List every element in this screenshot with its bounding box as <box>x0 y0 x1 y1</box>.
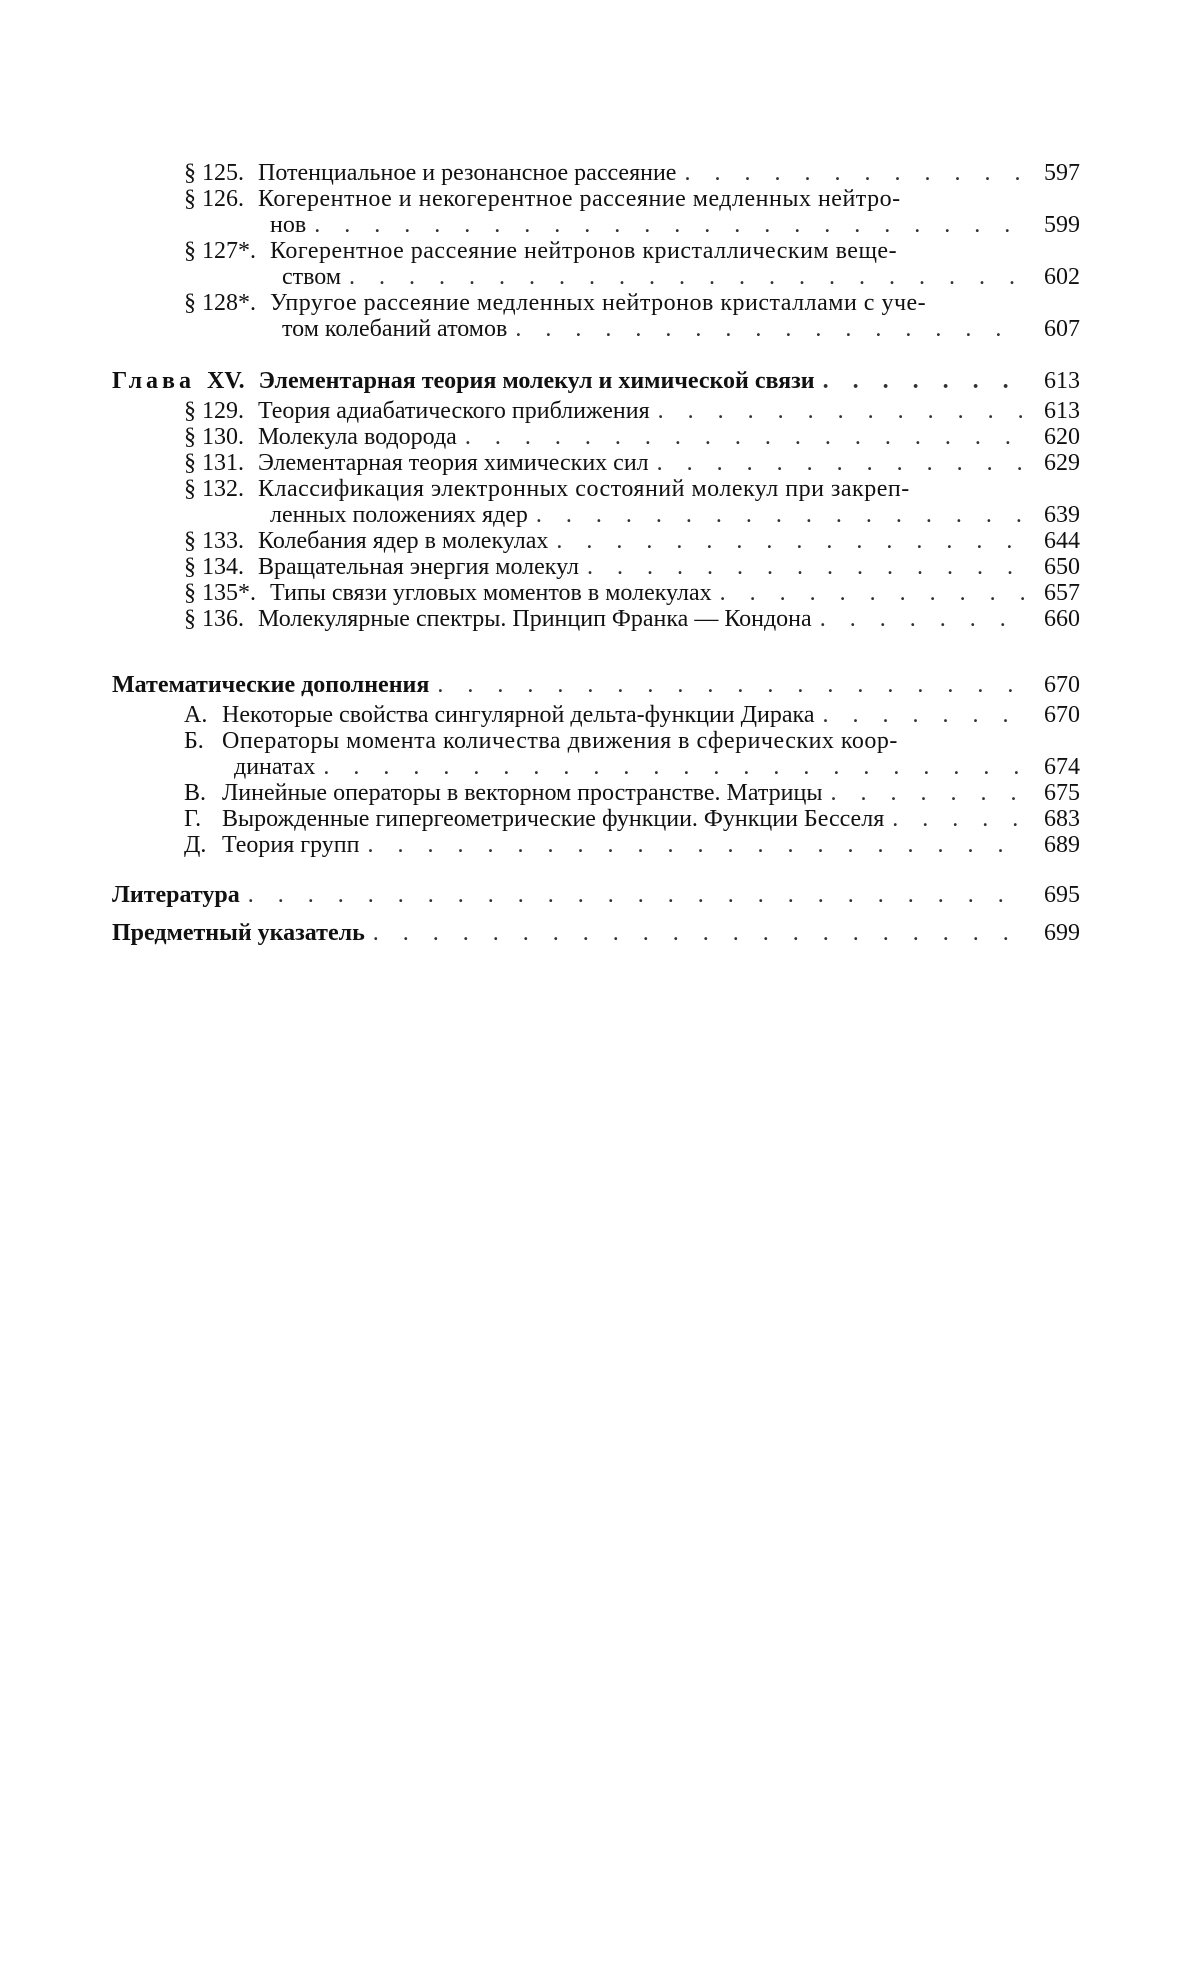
entry-text <box>258 554 1080 580</box>
toc-entry <box>112 160 1080 186</box>
leader-dots <box>368 832 1025 858</box>
leader-dots <box>892 806 1024 832</box>
entry-title-line: Линейные операторы в векторном пространстве. Матрицы <box>222 780 823 806</box>
entry-number: § 128*. <box>184 290 256 316</box>
entry-text <box>258 398 1080 424</box>
chapter-number: XV. <box>207 368 245 394</box>
leader-dots <box>720 580 1024 606</box>
leader-dots <box>349 264 1024 290</box>
leader-dots <box>536 502 1024 528</box>
entry-text <box>222 728 1080 780</box>
leader-dots <box>465 424 1024 450</box>
entry-page: 629 <box>1044 450 1080 476</box>
toc-entry <box>112 806 1080 832</box>
entry-title-line: Когерентное и некогерентное рассеяние медленных нейтро- <box>258 186 901 212</box>
entry-page: 639 <box>1044 502 1080 528</box>
index-entry <box>112 920 1080 946</box>
entry-title-line: ленных положениях ядер <box>270 502 528 528</box>
entry-number: § 127*. <box>184 238 256 264</box>
entry-text <box>258 528 1080 554</box>
entry-text <box>222 832 1080 858</box>
toc-entry <box>112 424 1080 450</box>
entry-number: Б. <box>184 728 204 754</box>
entry-title-line: нов <box>270 212 307 238</box>
toc-entry <box>112 290 1080 342</box>
leader-dots <box>820 606 1024 632</box>
entry-number: § 131. <box>184 450 244 476</box>
entry-title-line: Некоторые свойства сингулярной дельта-функции Дирака <box>222 702 815 728</box>
leader-dots <box>587 554 1024 580</box>
leader-dots <box>323 754 1024 780</box>
entry-text <box>270 580 1080 606</box>
leader-dots <box>515 316 1024 342</box>
entry-page: 607 <box>1044 316 1080 342</box>
toc-entry <box>112 186 1080 238</box>
entry-page: 657 <box>1044 580 1080 606</box>
entry-text <box>258 606 1080 632</box>
toc-entry <box>112 528 1080 554</box>
leader-dots <box>831 780 1025 806</box>
entry-text <box>258 160 1080 186</box>
entry-title-line: Потенциальное и резонансное рассеяние <box>258 160 677 186</box>
leader-dots <box>437 672 1024 698</box>
toc-entry <box>112 398 1080 424</box>
entry-title-line: Типы связи угловых моментов в молекулах <box>270 580 712 606</box>
entry-page: 620 <box>1044 424 1080 450</box>
math-supplements-heading <box>112 672 1080 698</box>
entry-text <box>258 424 1080 450</box>
entry-text <box>270 238 1080 290</box>
toc-entry <box>112 606 1080 632</box>
entry-number: § 134. <box>184 554 244 580</box>
entry-page: 660 <box>1044 606 1080 632</box>
entry-title-line: Молекула водорода <box>258 424 457 450</box>
entry-number: Г. <box>184 806 202 832</box>
toc-entry <box>112 832 1080 858</box>
toc-entry <box>112 702 1080 728</box>
entry-number: § 129. <box>184 398 244 424</box>
entry-title-line: Вырожденные гипергеометрические функции. Функции Бесселя <box>222 806 885 832</box>
sections-group-2 <box>112 398 1080 632</box>
leader-dots <box>657 450 1024 476</box>
leader-dots <box>373 920 1024 946</box>
entry-page: 644 <box>1044 528 1080 554</box>
entry-text <box>258 450 1080 476</box>
entry-number: § 125. <box>184 160 244 186</box>
leader-dots <box>822 702 1024 728</box>
literature-entry <box>112 882 1080 908</box>
chapter-caption: Глава <box>112 368 195 394</box>
entry-number: Д. <box>184 832 207 858</box>
literature-title: Литература <box>112 882 240 908</box>
entry-number: § 132. <box>184 476 244 502</box>
leader-dots <box>248 882 1024 908</box>
entry-title-line: Вращательная энергия молекул <box>258 554 580 580</box>
entry-title-line: Классификация электронных состояний молекул при закреп- <box>258 476 910 502</box>
toc-entry <box>112 780 1080 806</box>
toc-entry <box>112 554 1080 580</box>
toc-entry <box>112 580 1080 606</box>
entry-number: § 136. <box>184 606 244 632</box>
literature-page: 695 <box>1044 882 1080 908</box>
entry-text <box>222 780 1080 806</box>
entry-text <box>270 290 1080 342</box>
entry-title-line: том колебаний атомов <box>282 316 508 342</box>
leader-dots <box>823 368 1024 394</box>
entry-title-line: Теория адиабатического приближения <box>258 398 650 424</box>
entry-page: 599 <box>1044 212 1080 238</box>
chapter-title: Элементарная теория молекул и химической связи <box>258 368 815 394</box>
entry-title-line: Упругое рассеяние медленных нейтронов кристаллами с уче- <box>270 290 927 316</box>
table-of-contents <box>112 160 1080 946</box>
entry-number: § 135*. <box>184 580 256 606</box>
entry-text <box>258 186 1080 238</box>
appendices-group <box>112 702 1080 858</box>
entry-title-line: Молекулярные спектры. Принцип Франка — Кондона <box>258 606 812 632</box>
leader-dots <box>684 160 1024 186</box>
entry-page: 683 <box>1044 806 1080 832</box>
toc-entry <box>112 238 1080 290</box>
entry-text <box>222 702 1080 728</box>
entry-page: 613 <box>1044 398 1080 424</box>
entry-number: А. <box>184 702 208 728</box>
sections-group-1 <box>112 160 1080 342</box>
entry-page: 670 <box>1044 702 1080 728</box>
chapter-page: 613 <box>1044 368 1080 394</box>
entry-title-line: ством <box>282 264 342 290</box>
entry-page: 602 <box>1044 264 1080 290</box>
entry-title-line: Колебания ядер в молекулах <box>258 528 549 554</box>
entry-title-line: Элементарная теория химических сил <box>258 450 649 476</box>
math-supplements-page: 670 <box>1044 672 1080 698</box>
entry-page: 597 <box>1044 160 1080 186</box>
leader-dots <box>314 212 1024 238</box>
toc-entry <box>112 728 1080 780</box>
entry-title-line: Когерентное рассеяние нейтронов кристаллическим веще- <box>270 238 898 264</box>
entry-page: 675 <box>1044 780 1080 806</box>
entry-number: § 133. <box>184 528 244 554</box>
entry-number: В. <box>184 780 207 806</box>
index-page: 699 <box>1044 920 1080 946</box>
toc-entry <box>112 450 1080 476</box>
toc-entry <box>112 476 1080 528</box>
entry-title-line: Операторы момента количества движения в сферических коор- <box>222 728 898 754</box>
index-title: Предметный указатель <box>112 920 365 946</box>
entry-page: 650 <box>1044 554 1080 580</box>
entry-text <box>222 806 1080 832</box>
entry-number: § 126. <box>184 186 244 212</box>
leader-dots <box>556 528 1024 554</box>
math-supplements-title: Математические дополнения <box>112 672 430 698</box>
entry-text <box>258 476 1080 528</box>
leader-dots <box>658 398 1024 424</box>
chapter-heading <box>112 368 1080 394</box>
entry-page: 674 <box>1044 754 1080 780</box>
entry-title-line: Теория групп <box>222 832 360 858</box>
entry-title-line: динатах <box>234 754 316 780</box>
entry-page: 689 <box>1044 832 1080 858</box>
entry-number: § 130. <box>184 424 244 450</box>
